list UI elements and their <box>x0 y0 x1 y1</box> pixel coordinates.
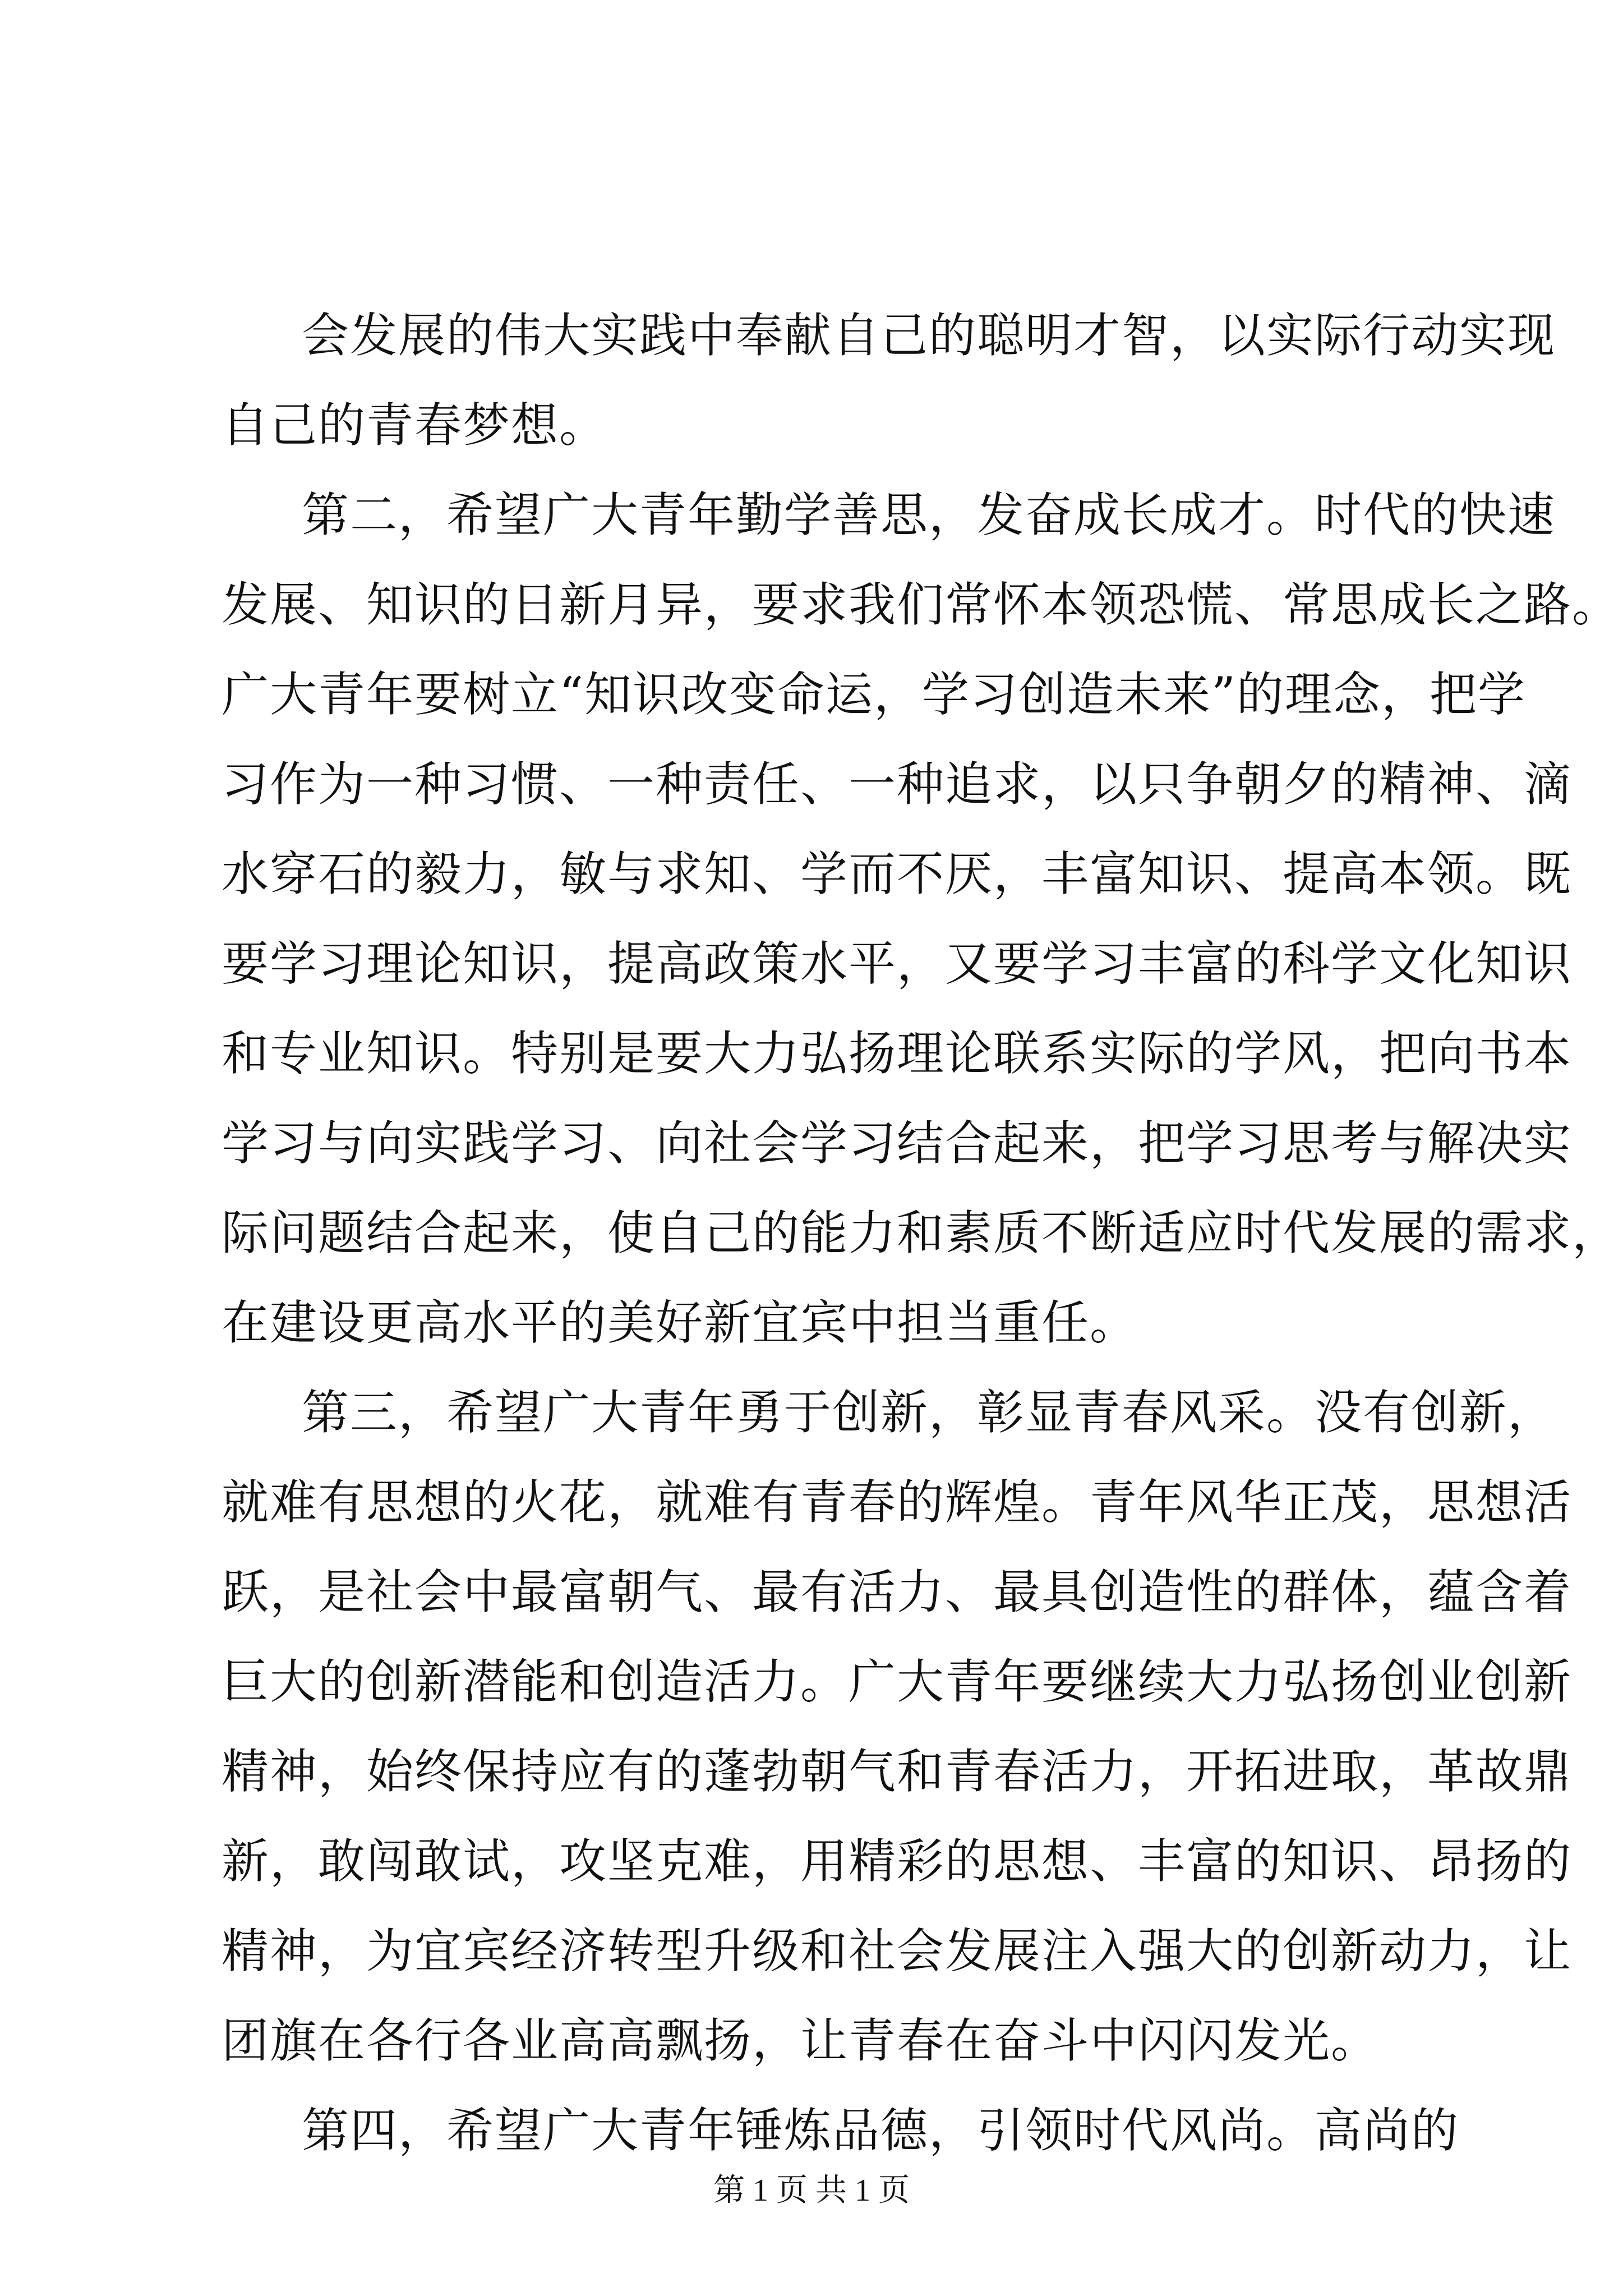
text-line: 精神，为宜宾经济转型升级和社会发展注入强大的创新动力，让 <box>222 1924 1573 1978</box>
text-line: 在建设更高水平的美好新宜宾中担当重任。 <box>222 1295 1138 1350</box>
text-line: 学习与向实践学习、向社会学习结合起来，把学习思考与解决实 <box>222 1116 1573 1171</box>
text-line: 发展、知识的日新月异，要求我们常怀本领恐慌、常思成长之路。 <box>222 577 1621 632</box>
text-line: 水穿石的毅力，敏与求知、学而不厌，丰富知识、提高本领。既 <box>222 846 1573 901</box>
text-line: 第二，希望广大青年勤学善思，发奋成长成才。时代的快速 <box>302 487 1556 542</box>
text-line: 际问题结合起来，使自己的能力和素质不断适应时代发展的需求， <box>222 1205 1621 1260</box>
text-line: 巨大的创新潜能和创造活力。广大青年要继续大力弘扬创业创新 <box>222 1654 1573 1709</box>
text-line: 和专业知识。特别是要大力弘扬理论联系实际的学风，把向书本 <box>222 1026 1573 1081</box>
text-line: 会发展的伟大实践中奉献自己的聪明才智，以实际行动实现 <box>302 308 1556 363</box>
text-line: 第四，希望广大青年锤炼品德，引领时代风尚。高尚的 <box>302 2103 1460 2158</box>
text-line: 就难有思想的火花，就难有青春的辉煌。青年风华正茂，思想活 <box>222 1475 1573 1530</box>
text-line: 习作为一种习惯、一种责任、一种追求，以只争朝夕的精神、滴 <box>222 757 1573 812</box>
text-line: 精神，始终保持应有的蓬勃朝气和青春活力，开拓进取，革故鼎 <box>222 1744 1573 1799</box>
text-line: 团旗在各行各业高高飘扬，让青春在奋斗中闪闪发光。 <box>222 2013 1380 2068</box>
text-line: 要学习理论知识，提高政策水平，又要学习丰富的科学文化知识 <box>222 936 1573 991</box>
text-line: 第三，希望广大青年勇于创新，彰显青春风采。没有创新， <box>302 1385 1556 1440</box>
text-line: 自己的青春梦想。 <box>222 398 608 453</box>
text-line: 跃，是社会中最富朝气、最有活力、最具创造性的群体，蕴含着 <box>222 1565 1573 1619</box>
text-line: 新，敢闯敢试，攻坚克难，用精彩的思想、丰富的知识、昂扬的 <box>222 1834 1573 1889</box>
page-number-footer: 第 1 页 共 1 页 <box>713 2173 910 2208</box>
text-line: 广大青年要树立“知识改变命运，学习创造未来”的理念，把学 <box>222 667 1526 722</box>
